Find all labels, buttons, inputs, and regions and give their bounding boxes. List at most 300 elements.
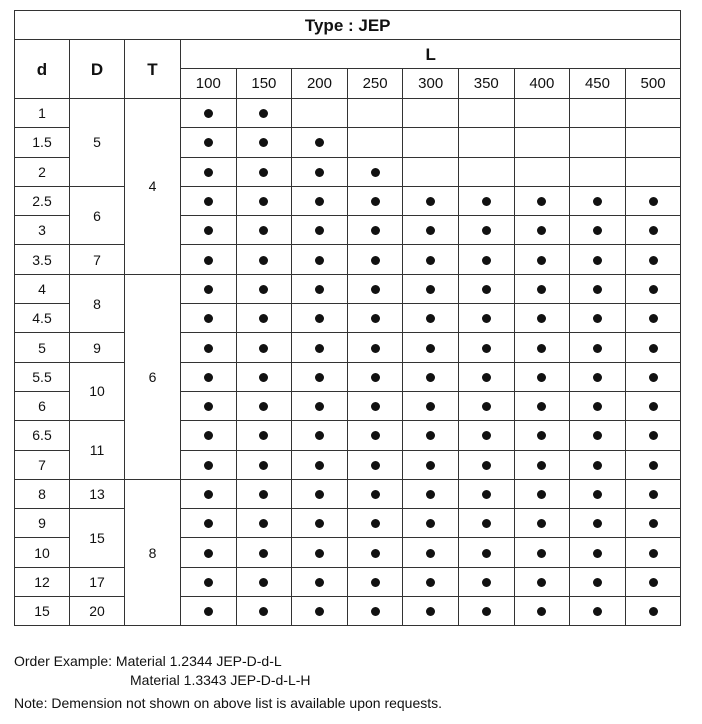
cell-L-200 [292, 99, 348, 128]
cell-L-500 [625, 450, 681, 479]
cell-L-350 [458, 391, 514, 420]
cell-L-100 [181, 479, 237, 508]
cell-L-500 [625, 391, 681, 420]
cell-L-250 [347, 245, 403, 274]
availability-dot [259, 226, 268, 235]
availability-dot [315, 578, 324, 587]
availability-dot [204, 549, 213, 558]
availability-dot [204, 490, 213, 499]
cell-L-100 [181, 538, 237, 567]
availability-dot [482, 578, 491, 587]
cell-L-300 [403, 391, 459, 420]
cell-L-200 [292, 216, 348, 245]
availability-dot [537, 431, 546, 440]
cell-L-200 [292, 567, 348, 596]
cell-L-100 [181, 304, 237, 333]
availability-dot [371, 519, 380, 528]
availability-dot [371, 226, 380, 235]
availability-dot [371, 197, 380, 206]
cell-d: 9 [15, 509, 70, 538]
availability-dot [482, 373, 491, 382]
availability-dot [537, 344, 546, 353]
length-header-100: 100 [181, 69, 237, 99]
availability-dot [204, 168, 213, 177]
cell-d: 6.5 [15, 421, 70, 450]
availability-dot [593, 461, 602, 470]
availability-dot [315, 285, 324, 294]
availability-dot [315, 373, 324, 382]
cell-L-400 [514, 362, 570, 391]
availability-dot [537, 461, 546, 470]
cell-L-100 [181, 567, 237, 596]
availability-dot [315, 461, 324, 470]
cell-T: 4 [125, 99, 181, 275]
table-title: Type : JEP [15, 11, 681, 40]
availability-dot [426, 197, 435, 206]
cell-L-250 [347, 99, 403, 128]
cell-L-200 [292, 597, 348, 626]
availability-dot [426, 607, 435, 616]
cell-L-350 [458, 479, 514, 508]
cell-L-400 [514, 216, 570, 245]
cell-L-350 [458, 509, 514, 538]
availability-dot [649, 344, 658, 353]
cell-L-150 [236, 479, 292, 508]
cell-D: 13 [70, 479, 125, 508]
cell-L-450 [570, 157, 626, 186]
availability-dot [593, 373, 602, 382]
cell-L-450 [570, 245, 626, 274]
availability-dot [649, 373, 658, 382]
availability-dot [482, 607, 491, 616]
cell-L-450 [570, 274, 626, 303]
cell-L-250 [347, 538, 403, 567]
cell-L-300 [403, 157, 459, 186]
header-L: L [181, 40, 681, 69]
cell-D: 15 [70, 509, 125, 568]
cell-L-450 [570, 450, 626, 479]
availability-dot [204, 109, 213, 118]
cell-L-200 [292, 421, 348, 450]
availability-dot [426, 344, 435, 353]
cell-L-350 [458, 99, 514, 128]
cell-L-150 [236, 216, 292, 245]
cell-L-300 [403, 216, 459, 245]
availability-dot [649, 285, 658, 294]
cell-L-450 [570, 333, 626, 362]
table-row [15, 362, 681, 391]
cell-L-250 [347, 391, 403, 420]
availability-dot [482, 519, 491, 528]
availability-dot [426, 226, 435, 235]
availability-note: Note: Demension not shown on above list is available upon requests. [14, 695, 443, 711]
cell-L-500 [625, 479, 681, 508]
length-header-500: 500 [625, 69, 681, 99]
table-row [15, 421, 681, 450]
cell-L-350 [458, 157, 514, 186]
cell-L-300 [403, 479, 459, 508]
table-row [15, 479, 681, 508]
cell-D: 10 [70, 362, 125, 421]
availability-dot [482, 344, 491, 353]
availability-dot [371, 344, 380, 353]
availability-dot [649, 431, 658, 440]
cell-L-150 [236, 99, 292, 128]
cell-L-300 [403, 567, 459, 596]
cell-d: 12 [15, 567, 70, 596]
availability-dot [482, 226, 491, 235]
cell-L-100 [181, 99, 237, 128]
availability-dot [315, 490, 324, 499]
availability-dot [537, 285, 546, 294]
cell-L-150 [236, 391, 292, 420]
cell-L-250 [347, 509, 403, 538]
cell-L-400 [514, 333, 570, 362]
availability-dot [315, 138, 324, 147]
cell-L-250 [347, 216, 403, 245]
availability-dot [649, 314, 658, 323]
availability-dot [204, 138, 213, 147]
availability-dot [537, 490, 546, 499]
cell-T: 8 [125, 479, 181, 625]
cell-T: 6 [125, 274, 181, 479]
cell-L-500 [625, 128, 681, 157]
availability-dot [315, 549, 324, 558]
cell-L-250 [347, 333, 403, 362]
availability-dot [649, 490, 658, 499]
availability-dot [426, 402, 435, 411]
cell-L-250 [347, 450, 403, 479]
cell-L-350 [458, 274, 514, 303]
cell-L-200 [292, 333, 348, 362]
cell-d: 3.5 [15, 245, 70, 274]
availability-dot [426, 578, 435, 587]
length-header-450: 450 [570, 69, 626, 99]
cell-L-500 [625, 274, 681, 303]
cell-L-450 [570, 538, 626, 567]
cell-L-150 [236, 421, 292, 450]
cell-L-450 [570, 128, 626, 157]
cell-d: 1 [15, 99, 70, 128]
availability-dot [537, 373, 546, 382]
cell-L-150 [236, 450, 292, 479]
availability-dot [649, 549, 658, 558]
availability-dot [204, 431, 213, 440]
cell-L-500 [625, 186, 681, 215]
cell-L-100 [181, 128, 237, 157]
cell-L-450 [570, 99, 626, 128]
cell-L-300 [403, 509, 459, 538]
cell-d: 15 [15, 597, 70, 626]
cell-L-400 [514, 421, 570, 450]
availability-dot [259, 373, 268, 382]
length-header-250: 250 [347, 69, 403, 99]
availability-dot [537, 549, 546, 558]
cell-L-450 [570, 304, 626, 333]
cell-L-400 [514, 450, 570, 479]
cell-L-100 [181, 450, 237, 479]
cell-L-250 [347, 274, 403, 303]
cell-L-400 [514, 509, 570, 538]
table-row [15, 567, 681, 596]
cell-L-400 [514, 274, 570, 303]
cell-L-150 [236, 157, 292, 186]
availability-dot [537, 314, 546, 323]
cell-L-100 [181, 509, 237, 538]
availability-dot [259, 519, 268, 528]
cell-L-100 [181, 333, 237, 362]
availability-dot [204, 373, 213, 382]
availability-dot [315, 226, 324, 235]
availability-dot [649, 607, 658, 616]
availability-dot [315, 314, 324, 323]
cell-d: 8 [15, 479, 70, 508]
cell-L-400 [514, 245, 570, 274]
availability-dot [371, 168, 380, 177]
cell-L-350 [458, 186, 514, 215]
cell-L-200 [292, 362, 348, 391]
availability-dot [593, 607, 602, 616]
availability-dot [371, 490, 380, 499]
header-d: d [15, 40, 70, 99]
availability-dot [593, 519, 602, 528]
cell-L-150 [236, 128, 292, 157]
cell-L-200 [292, 128, 348, 157]
availability-dot [537, 226, 546, 235]
cell-d: 3 [15, 216, 70, 245]
cell-L-250 [347, 186, 403, 215]
cell-L-200 [292, 538, 348, 567]
availability-dot [315, 431, 324, 440]
cell-L-350 [458, 333, 514, 362]
cell-L-350 [458, 597, 514, 626]
table-row [15, 333, 681, 362]
cell-L-350 [458, 450, 514, 479]
cell-L-500 [625, 245, 681, 274]
cell-L-300 [403, 186, 459, 215]
cell-d: 4.5 [15, 304, 70, 333]
availability-dot [482, 197, 491, 206]
cell-L-300 [403, 304, 459, 333]
availability-dot [426, 256, 435, 265]
cell-L-500 [625, 567, 681, 596]
availability-dot [204, 285, 213, 294]
order-example-line-1: Order Example: Material 1.2344 JEP-D-d-L [14, 653, 282, 669]
cell-L-300 [403, 362, 459, 391]
availability-dot [259, 109, 268, 118]
cell-L-450 [570, 421, 626, 450]
cell-D: 20 [70, 597, 125, 626]
cell-L-350 [458, 567, 514, 596]
cell-L-150 [236, 538, 292, 567]
cell-L-150 [236, 274, 292, 303]
cell-L-500 [625, 509, 681, 538]
cell-L-500 [625, 597, 681, 626]
cell-L-400 [514, 391, 570, 420]
availability-dot [204, 256, 213, 265]
cell-L-400 [514, 597, 570, 626]
cell-d: 1.5 [15, 128, 70, 157]
cell-L-450 [570, 391, 626, 420]
table-row [15, 99, 681, 128]
availability-dot [371, 402, 380, 411]
availability-dot [593, 197, 602, 206]
availability-dot [426, 373, 435, 382]
availability-dot [371, 314, 380, 323]
availability-dot [593, 285, 602, 294]
cell-L-300 [403, 333, 459, 362]
availability-dot [371, 431, 380, 440]
header-T: T [125, 40, 181, 99]
availability-dot [315, 256, 324, 265]
cell-L-300 [403, 538, 459, 567]
cell-L-450 [570, 567, 626, 596]
availability-dot [649, 402, 658, 411]
cell-L-500 [625, 421, 681, 450]
cell-L-200 [292, 304, 348, 333]
cell-L-200 [292, 274, 348, 303]
availability-dot [593, 344, 602, 353]
order-example-line-2: Material 1.3343 JEP-D-d-L-H [130, 672, 311, 688]
table-row [15, 186, 681, 215]
availability-dot [315, 519, 324, 528]
table-row [15, 245, 681, 274]
availability-dot [204, 344, 213, 353]
cell-L-350 [458, 216, 514, 245]
availability-dot [593, 256, 602, 265]
cell-L-400 [514, 186, 570, 215]
availability-dot [259, 344, 268, 353]
availability-dot [426, 549, 435, 558]
cell-L-250 [347, 128, 403, 157]
availability-dot [537, 256, 546, 265]
cell-L-450 [570, 479, 626, 508]
cell-d: 5 [15, 333, 70, 362]
availability-dot [593, 226, 602, 235]
cell-L-150 [236, 362, 292, 391]
availability-dot [426, 461, 435, 470]
length-header-200: 200 [292, 69, 348, 99]
cell-L-100 [181, 274, 237, 303]
cell-L-100 [181, 391, 237, 420]
availability-dot [259, 138, 268, 147]
availability-dot [204, 607, 213, 616]
cell-L-200 [292, 479, 348, 508]
availability-dot [259, 314, 268, 323]
cell-L-200 [292, 509, 348, 538]
cell-D: 11 [70, 421, 125, 480]
availability-dot [371, 549, 380, 558]
cell-d: 5.5 [15, 362, 70, 391]
cell-L-500 [625, 333, 681, 362]
availability-dot [259, 431, 268, 440]
cell-L-200 [292, 157, 348, 186]
availability-dot [204, 314, 213, 323]
cell-L-300 [403, 245, 459, 274]
length-header-400: 400 [514, 69, 570, 99]
cell-d: 7 [15, 450, 70, 479]
cell-L-150 [236, 333, 292, 362]
availability-dot [537, 402, 546, 411]
cell-L-150 [236, 186, 292, 215]
availability-dot [649, 519, 658, 528]
cell-d: 10 [15, 538, 70, 567]
cell-d: 4 [15, 274, 70, 303]
availability-dot [482, 314, 491, 323]
cell-L-350 [458, 128, 514, 157]
availability-dot [593, 431, 602, 440]
length-header-350: 350 [458, 69, 514, 99]
availability-dot [315, 197, 324, 206]
cell-L-200 [292, 450, 348, 479]
availability-dot [259, 256, 268, 265]
availability-dot [426, 285, 435, 294]
cell-L-400 [514, 157, 570, 186]
cell-L-150 [236, 245, 292, 274]
cell-L-300 [403, 128, 459, 157]
availability-dot [593, 578, 602, 587]
availability-dot [482, 402, 491, 411]
availability-dot [259, 197, 268, 206]
availability-dot [371, 373, 380, 382]
cell-L-250 [347, 479, 403, 508]
availability-dot [259, 285, 268, 294]
availability-dot [537, 578, 546, 587]
cell-L-200 [292, 186, 348, 215]
availability-dot [371, 285, 380, 294]
cell-L-500 [625, 304, 681, 333]
cell-L-300 [403, 99, 459, 128]
availability-dot [649, 226, 658, 235]
availability-dot [482, 431, 491, 440]
availability-dot [482, 285, 491, 294]
availability-dot [482, 549, 491, 558]
cell-L-500 [625, 99, 681, 128]
cell-L-100 [181, 245, 237, 274]
cell-d: 2 [15, 157, 70, 186]
cell-D: 17 [70, 567, 125, 596]
availability-dot [649, 197, 658, 206]
cell-L-100 [181, 421, 237, 450]
cell-L-400 [514, 479, 570, 508]
availability-dot [537, 197, 546, 206]
availability-dot [259, 402, 268, 411]
cell-D: 6 [70, 186, 125, 245]
cell-L-150 [236, 567, 292, 596]
cell-L-200 [292, 245, 348, 274]
availability-dot [259, 168, 268, 177]
availability-dot [593, 314, 602, 323]
availability-dot [426, 314, 435, 323]
cell-L-100 [181, 186, 237, 215]
spec-table [14, 10, 681, 626]
cell-L-500 [625, 216, 681, 245]
cell-L-150 [236, 509, 292, 538]
availability-dot [204, 402, 213, 411]
availability-dot [204, 197, 213, 206]
cell-L-300 [403, 274, 459, 303]
length-header-300: 300 [403, 69, 459, 99]
availability-dot [204, 226, 213, 235]
cell-L-250 [347, 157, 403, 186]
cell-L-250 [347, 304, 403, 333]
availability-dot [593, 490, 602, 499]
cell-L-450 [570, 362, 626, 391]
cell-d: 2.5 [15, 186, 70, 215]
availability-dot [649, 256, 658, 265]
availability-dot [482, 461, 491, 470]
cell-L-200 [292, 391, 348, 420]
